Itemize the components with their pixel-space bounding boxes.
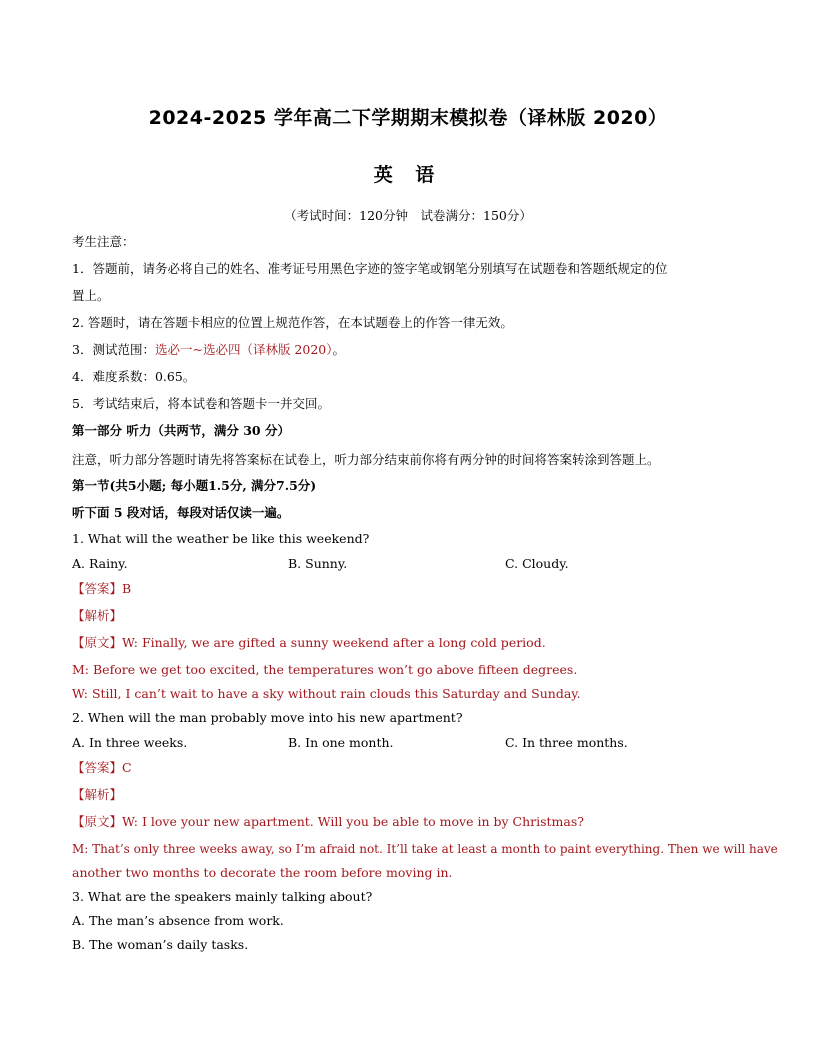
script-text: W: I love your new apartment. Will you be able to move in by Christmas?: [122, 814, 584, 829]
script-label: 【原文】: [72, 635, 123, 650]
notice-item-5: 5．考试结束后，将本试卷和答题卡一并交回。: [72, 396, 330, 411]
notice-item-1: 1．答题前，请务必将自己的姓名、准考证号用黑色字迹的签字笔或钢笔分别填写在试题卷和答题纸规定的位: [72, 261, 668, 276]
notice-item-2: 2. 答题时，请在答题卡相应的位置上规范作答，在本试题卷上的作答一律无效。: [72, 315, 513, 330]
q1-script-line-1: [72, 637, 546, 650]
section1-heading: 第一节(共5小题; 每小题1.5分, 满分7.5分): [72, 478, 317, 493]
q1-script-line-2: M: Before we get too excited, the temperatures won’t go above fifteen degrees.: [72, 662, 578, 677]
notice-item-4: 4．难度系数：0.65。: [72, 369, 196, 384]
script-label: 【原文】: [72, 814, 123, 829]
section1-instruction: 听下面 5 段对话，每段对话仅读一遍。: [72, 505, 290, 520]
q2-script-line-1: [72, 816, 584, 829]
q2-option-a: A. In three weeks.: [72, 735, 188, 750]
q3-option-a: A. The man’s absence from work.: [72, 913, 284, 928]
notice-item-3: [72, 344, 345, 357]
q1-answer: [72, 583, 131, 596]
q3-option-b: B. The woman’s daily tasks.: [72, 937, 249, 952]
q1-option-a: A. Rainy.: [72, 556, 128, 571]
scope-suffix: 。: [332, 342, 345, 357]
exam-title: 2024-2025 学年高二下学期期末模拟卷（译林版 2020）: [148, 107, 668, 129]
question-3: 3. What are the speakers mainly talking about?: [72, 889, 373, 904]
subject-title: 英 语: [373, 164, 443, 186]
part1-note: 注意，听力部分答题时请先将答案标在试卷上，听力部分结束前你将有两分钟的时间将答案转涂到答题上。: [72, 452, 660, 467]
notice-item-1-cont: 置上。: [72, 288, 110, 303]
exam-info: （考试时间：120分钟 试卷满分：150分）: [284, 208, 532, 223]
answer-value: B: [122, 581, 132, 596]
answer-label: 【答案】: [72, 760, 123, 775]
part1-heading: 第一部分 听力（共两节，满分 30 分）: [72, 423, 290, 438]
notice-heading: 考生注意：: [72, 234, 135, 249]
scope-value: 选必一~选必四（译林版 2020）: [154, 342, 333, 357]
script-text: W: Finally, we are gifted a sunny weekend after a long cold period.: [122, 635, 546, 650]
q2-option-c: C. In three months.: [505, 735, 628, 750]
q2-script-line-3: another two months to decorate the room before moving in.: [72, 865, 453, 880]
q2-answer: [72, 762, 132, 775]
q1-option-c: C. Cloudy.: [505, 556, 569, 571]
question-2: 2. When will the man probably move into his new apartment?: [72, 710, 463, 725]
scope-prefix: 3．测试范围：: [72, 342, 155, 357]
q1-script-line-3: W: Still, I can’t wait to have a sky without rain clouds this Saturday and Sunday.: [72, 686, 581, 701]
q1-option-b: B. Sunny.: [288, 556, 348, 571]
answer-label: 【答案】: [72, 581, 123, 596]
answer-value: C: [122, 760, 132, 775]
q1-analysis-label: 【解析】: [72, 608, 123, 623]
question-1: 1. What will the weather be like this weekend?: [72, 531, 370, 546]
q2-script-line-2: M: That’s only three weeks away, so I’m afraid not. It’ll take at least a month to paint everything. Then we will have: [72, 842, 778, 856]
q2-analysis-label: 【解析】: [72, 787, 123, 802]
q2-option-b: B. In one month.: [288, 735, 394, 750]
